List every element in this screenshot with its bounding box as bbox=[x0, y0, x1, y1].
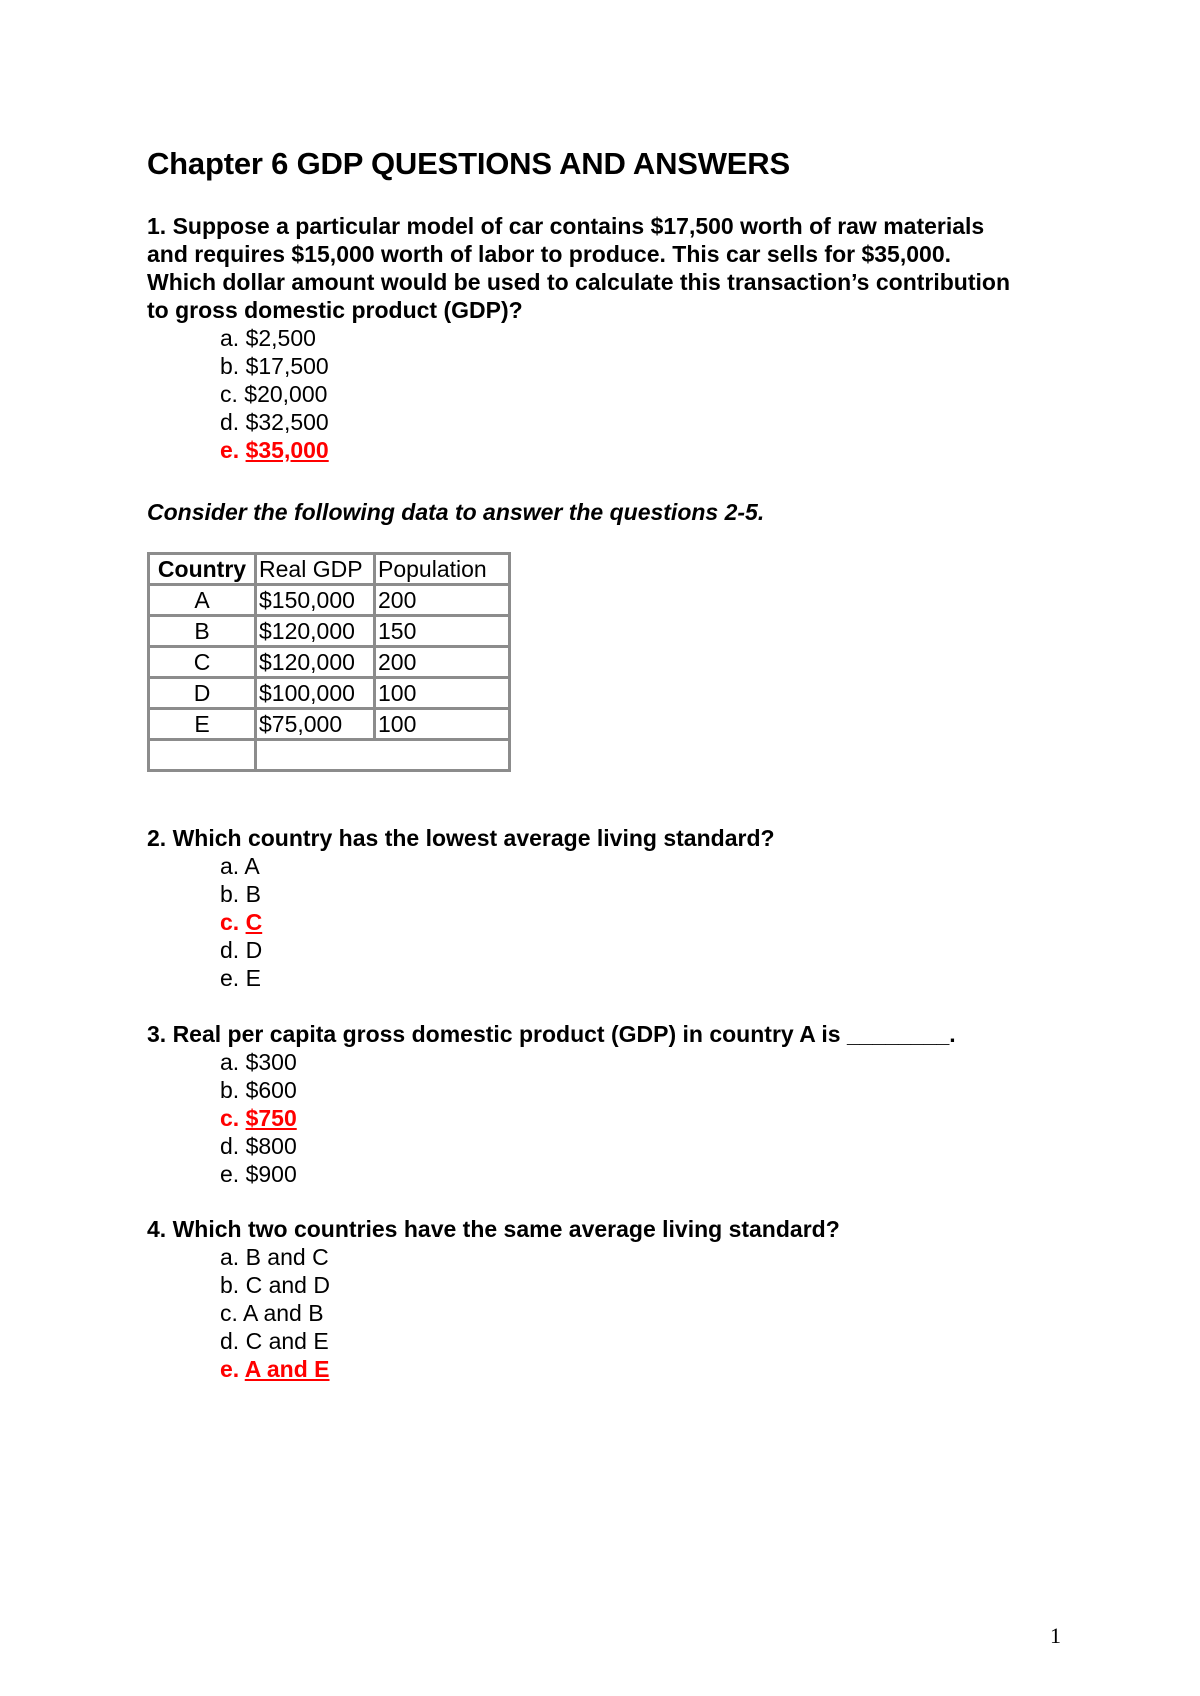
question-line: to gross domestic product (GDP)? bbox=[147, 297, 523, 323]
option-e-correct-answer bbox=[147, 436, 1010, 464]
cell-population: 100 bbox=[375, 709, 510, 740]
table-row bbox=[149, 709, 510, 740]
table-header-row bbox=[149, 554, 510, 585]
option-letter: b. bbox=[220, 1077, 240, 1103]
option-e bbox=[147, 964, 775, 992]
question-text bbox=[147, 1215, 840, 1243]
option-a bbox=[147, 1243, 840, 1271]
table-row-empty bbox=[149, 740, 510, 771]
table-row bbox=[149, 647, 510, 678]
header-real-gdp: Real GDP bbox=[256, 554, 375, 585]
option-c-correct-answer bbox=[147, 908, 775, 936]
cell-real-gdp: $150,000 bbox=[256, 585, 375, 616]
answer-options bbox=[147, 324, 1010, 464]
country-data-table bbox=[147, 552, 511, 772]
answer-options bbox=[147, 1243, 840, 1383]
question-2 bbox=[147, 824, 775, 992]
option-value: D bbox=[245, 937, 263, 963]
cell-population: 200 bbox=[375, 647, 510, 678]
cell-country: C bbox=[149, 647, 256, 678]
question-4 bbox=[147, 1215, 840, 1383]
option-letter: a. bbox=[220, 325, 240, 351]
question-text bbox=[147, 1020, 956, 1048]
cell-real-gdp: $75,000 bbox=[256, 709, 375, 740]
option-b bbox=[147, 880, 775, 908]
option-c bbox=[147, 1299, 840, 1327]
option-letter: a. bbox=[220, 1244, 240, 1270]
option-value: $900 bbox=[245, 1161, 297, 1187]
option-c bbox=[147, 380, 1010, 408]
option-letter: a. bbox=[220, 1049, 240, 1075]
option-letter: d. bbox=[220, 409, 240, 435]
cell-country: D bbox=[149, 678, 256, 709]
option-a bbox=[147, 852, 775, 880]
option-letter: e. bbox=[220, 437, 240, 463]
question-line: 1. Suppose a particular model of car contains $17,500 worth of raw materials bbox=[147, 213, 985, 239]
option-e-correct-answer bbox=[147, 1355, 840, 1383]
option-value: $20,000 bbox=[244, 381, 328, 407]
option-e bbox=[147, 1160, 956, 1188]
option-letter: d. bbox=[220, 1328, 240, 1354]
option-letter: c. bbox=[220, 909, 240, 935]
cell-country: A bbox=[149, 585, 256, 616]
option-c-correct-answer bbox=[147, 1104, 956, 1132]
option-letter: e. bbox=[220, 1356, 240, 1382]
option-b bbox=[147, 1076, 956, 1104]
option-letter: a. bbox=[220, 853, 240, 879]
option-letter: b. bbox=[220, 1272, 240, 1298]
option-letter: c. bbox=[220, 1105, 240, 1131]
table-row bbox=[149, 585, 510, 616]
option-value: A and B bbox=[243, 1300, 324, 1326]
option-value: A bbox=[244, 853, 260, 879]
cell-real-gdp: $120,000 bbox=[256, 647, 375, 678]
option-value: B and C bbox=[245, 1244, 329, 1270]
option-value: $300 bbox=[245, 1049, 297, 1075]
option-letter: d. bbox=[220, 1133, 240, 1159]
table-row bbox=[149, 678, 510, 709]
header-population: Population bbox=[375, 554, 510, 585]
question-text bbox=[147, 212, 1010, 324]
cell-country: B bbox=[149, 616, 256, 647]
cell-population: 200 bbox=[375, 585, 510, 616]
option-letter: b. bbox=[220, 881, 240, 907]
option-value: $800 bbox=[245, 1133, 297, 1159]
option-d bbox=[147, 936, 775, 964]
question-text bbox=[147, 824, 775, 852]
option-value: E bbox=[245, 965, 261, 991]
option-value: $17,500 bbox=[245, 353, 329, 379]
table-row bbox=[149, 616, 510, 647]
option-value: $32,500 bbox=[245, 409, 329, 435]
option-letter: e. bbox=[220, 965, 240, 991]
header-country: Country bbox=[149, 554, 256, 585]
cell-real-gdp: $120,000 bbox=[256, 616, 375, 647]
question-line: 4. Which two countries have the same average living standard? bbox=[147, 1216, 840, 1242]
option-value: A and E bbox=[244, 1356, 330, 1382]
answer-options bbox=[147, 1048, 956, 1188]
option-a bbox=[147, 1048, 956, 1076]
data-intro: Consider the following data to answer the questions 2-5. bbox=[147, 499, 765, 525]
option-a bbox=[147, 324, 1010, 352]
option-value: $35,000 bbox=[245, 437, 329, 463]
option-value: $600 bbox=[245, 1077, 297, 1103]
option-value: C and D bbox=[245, 1272, 330, 1298]
option-letter: b. bbox=[220, 353, 240, 379]
option-letter: c. bbox=[220, 1300, 238, 1326]
question-line: 2. Which country has the lowest average living standard? bbox=[147, 825, 775, 851]
option-b bbox=[147, 1271, 840, 1299]
cell-population: 150 bbox=[375, 616, 510, 647]
question-line: and requires $15,000 worth of labor to produce. This car sells for $35,000. bbox=[147, 241, 952, 267]
option-letter: c. bbox=[220, 381, 238, 407]
cell-real-gdp bbox=[256, 740, 510, 771]
option-value: B bbox=[245, 881, 261, 907]
option-letter: e. bbox=[220, 1161, 240, 1187]
cell-country: E bbox=[149, 709, 256, 740]
answer-options bbox=[147, 852, 775, 992]
option-letter: d. bbox=[220, 937, 240, 963]
cell-real-gdp: $100,000 bbox=[256, 678, 375, 709]
option-value: C and E bbox=[245, 1328, 329, 1354]
question-3 bbox=[147, 1020, 956, 1188]
option-d bbox=[147, 408, 1010, 436]
option-d bbox=[147, 1132, 956, 1160]
option-value: $750 bbox=[245, 1105, 297, 1131]
option-value: C bbox=[245, 909, 263, 935]
page-number: 1 bbox=[1050, 1623, 1061, 1648]
option-d bbox=[147, 1327, 840, 1355]
question-line: 3. Real per capita gross domestic product (GDP) in country A is ________. bbox=[147, 1021, 956, 1047]
cell-population: 100 bbox=[375, 678, 510, 709]
option-value: $2,500 bbox=[245, 325, 316, 351]
option-b bbox=[147, 352, 1010, 380]
cell-country bbox=[149, 740, 256, 771]
question-1 bbox=[147, 212, 1010, 464]
question-line: Which dollar amount would be used to calculate this transaction’s contribution bbox=[147, 269, 1010, 295]
page-title: Chapter 6 GDP QUESTIONS AND ANSWERS bbox=[147, 146, 790, 181]
